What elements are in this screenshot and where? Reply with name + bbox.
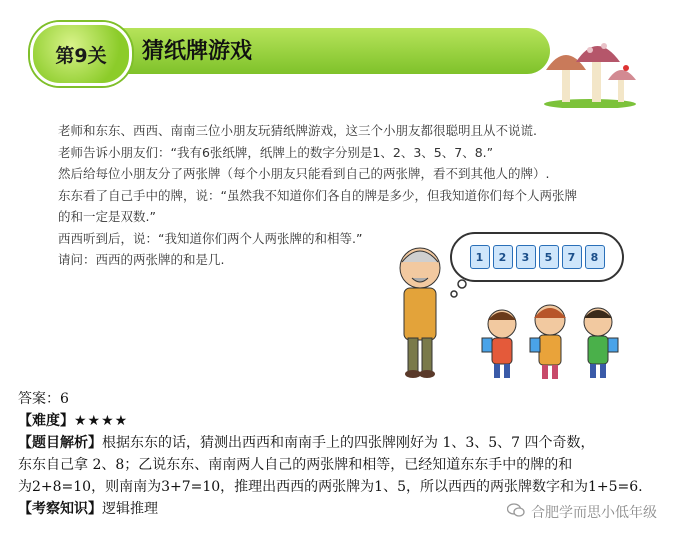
analysis-line: 东东自己拿 2、8；乙说东东、南南两人自己的两张牌和相等，已经知道东东手中的牌的和 (18, 457, 573, 473)
question-line: 西西听到后，说：“我知道你们两个人两张牌的和相等.” (58, 230, 363, 246)
question-line: 老师和东东、西西、南南三位小朋友玩猜纸牌游戏，这三个小朋友都很聪明且从不说谎. (58, 123, 537, 138)
question-line: 东东看了自己手中的牌，说：“虽然我不知道你们各自的牌是多少，但我知道你们每个人两张牌 (58, 187, 577, 203)
wechat-icon (507, 503, 525, 521)
question-line: 的和一定是双数.” (58, 209, 156, 224)
number-card: 8 (585, 245, 605, 269)
number-card: 7 (562, 245, 582, 269)
level-title: 猜纸牌游戏 (142, 39, 253, 64)
analysis-line: 为2+8=10，则南南为3+7=10，推理出西西的两张牌为1、5，所以西西的两张牌数字和为1+5=6. (18, 479, 643, 495)
difficulty-label: 【难度】 (18, 413, 74, 429)
question-line: 然后给每位小朋友分了两张牌（每个小朋友只能看到自己的两张牌，看不到其他人的牌）. (58, 166, 550, 181)
number-card: 1 (470, 245, 490, 269)
number-card: 2 (493, 245, 513, 269)
level-banner (30, 22, 590, 80)
answer-line: 答案：6 (18, 391, 69, 407)
analysis-line (18, 432, 668, 454)
knowledge-value: 逻辑推理 (102, 501, 158, 517)
watermark (507, 502, 657, 522)
illustration (390, 228, 670, 388)
answer-block (18, 388, 668, 520)
analysis-text: 根据东东的话，猜测出西西和南南手上的四张牌刚好为 1、3、5、7 四个奇数， (102, 435, 595, 451)
analysis-label: 【题目解析】 (18, 435, 102, 451)
knowledge-label: 【考察知识】 (18, 501, 102, 517)
number-card: 3 (516, 245, 536, 269)
watermark-text: 合肥学而思小低年级 (531, 505, 657, 521)
question-line: 老师告诉小朋友们：“我有6张纸牌，纸牌上的数字分别是1、2、3、5、7、8.” (58, 144, 494, 160)
number-card: 5 (539, 245, 559, 269)
mushroom-icon (540, 28, 640, 108)
difficulty-line (18, 410, 668, 432)
teacher-and-kids-icon (390, 228, 670, 388)
level-badge: 第9关 (30, 22, 132, 86)
difficulty-stars: ★★★★ (74, 413, 129, 429)
question-line: 请问：西西的两张牌的和是几. (58, 252, 225, 267)
